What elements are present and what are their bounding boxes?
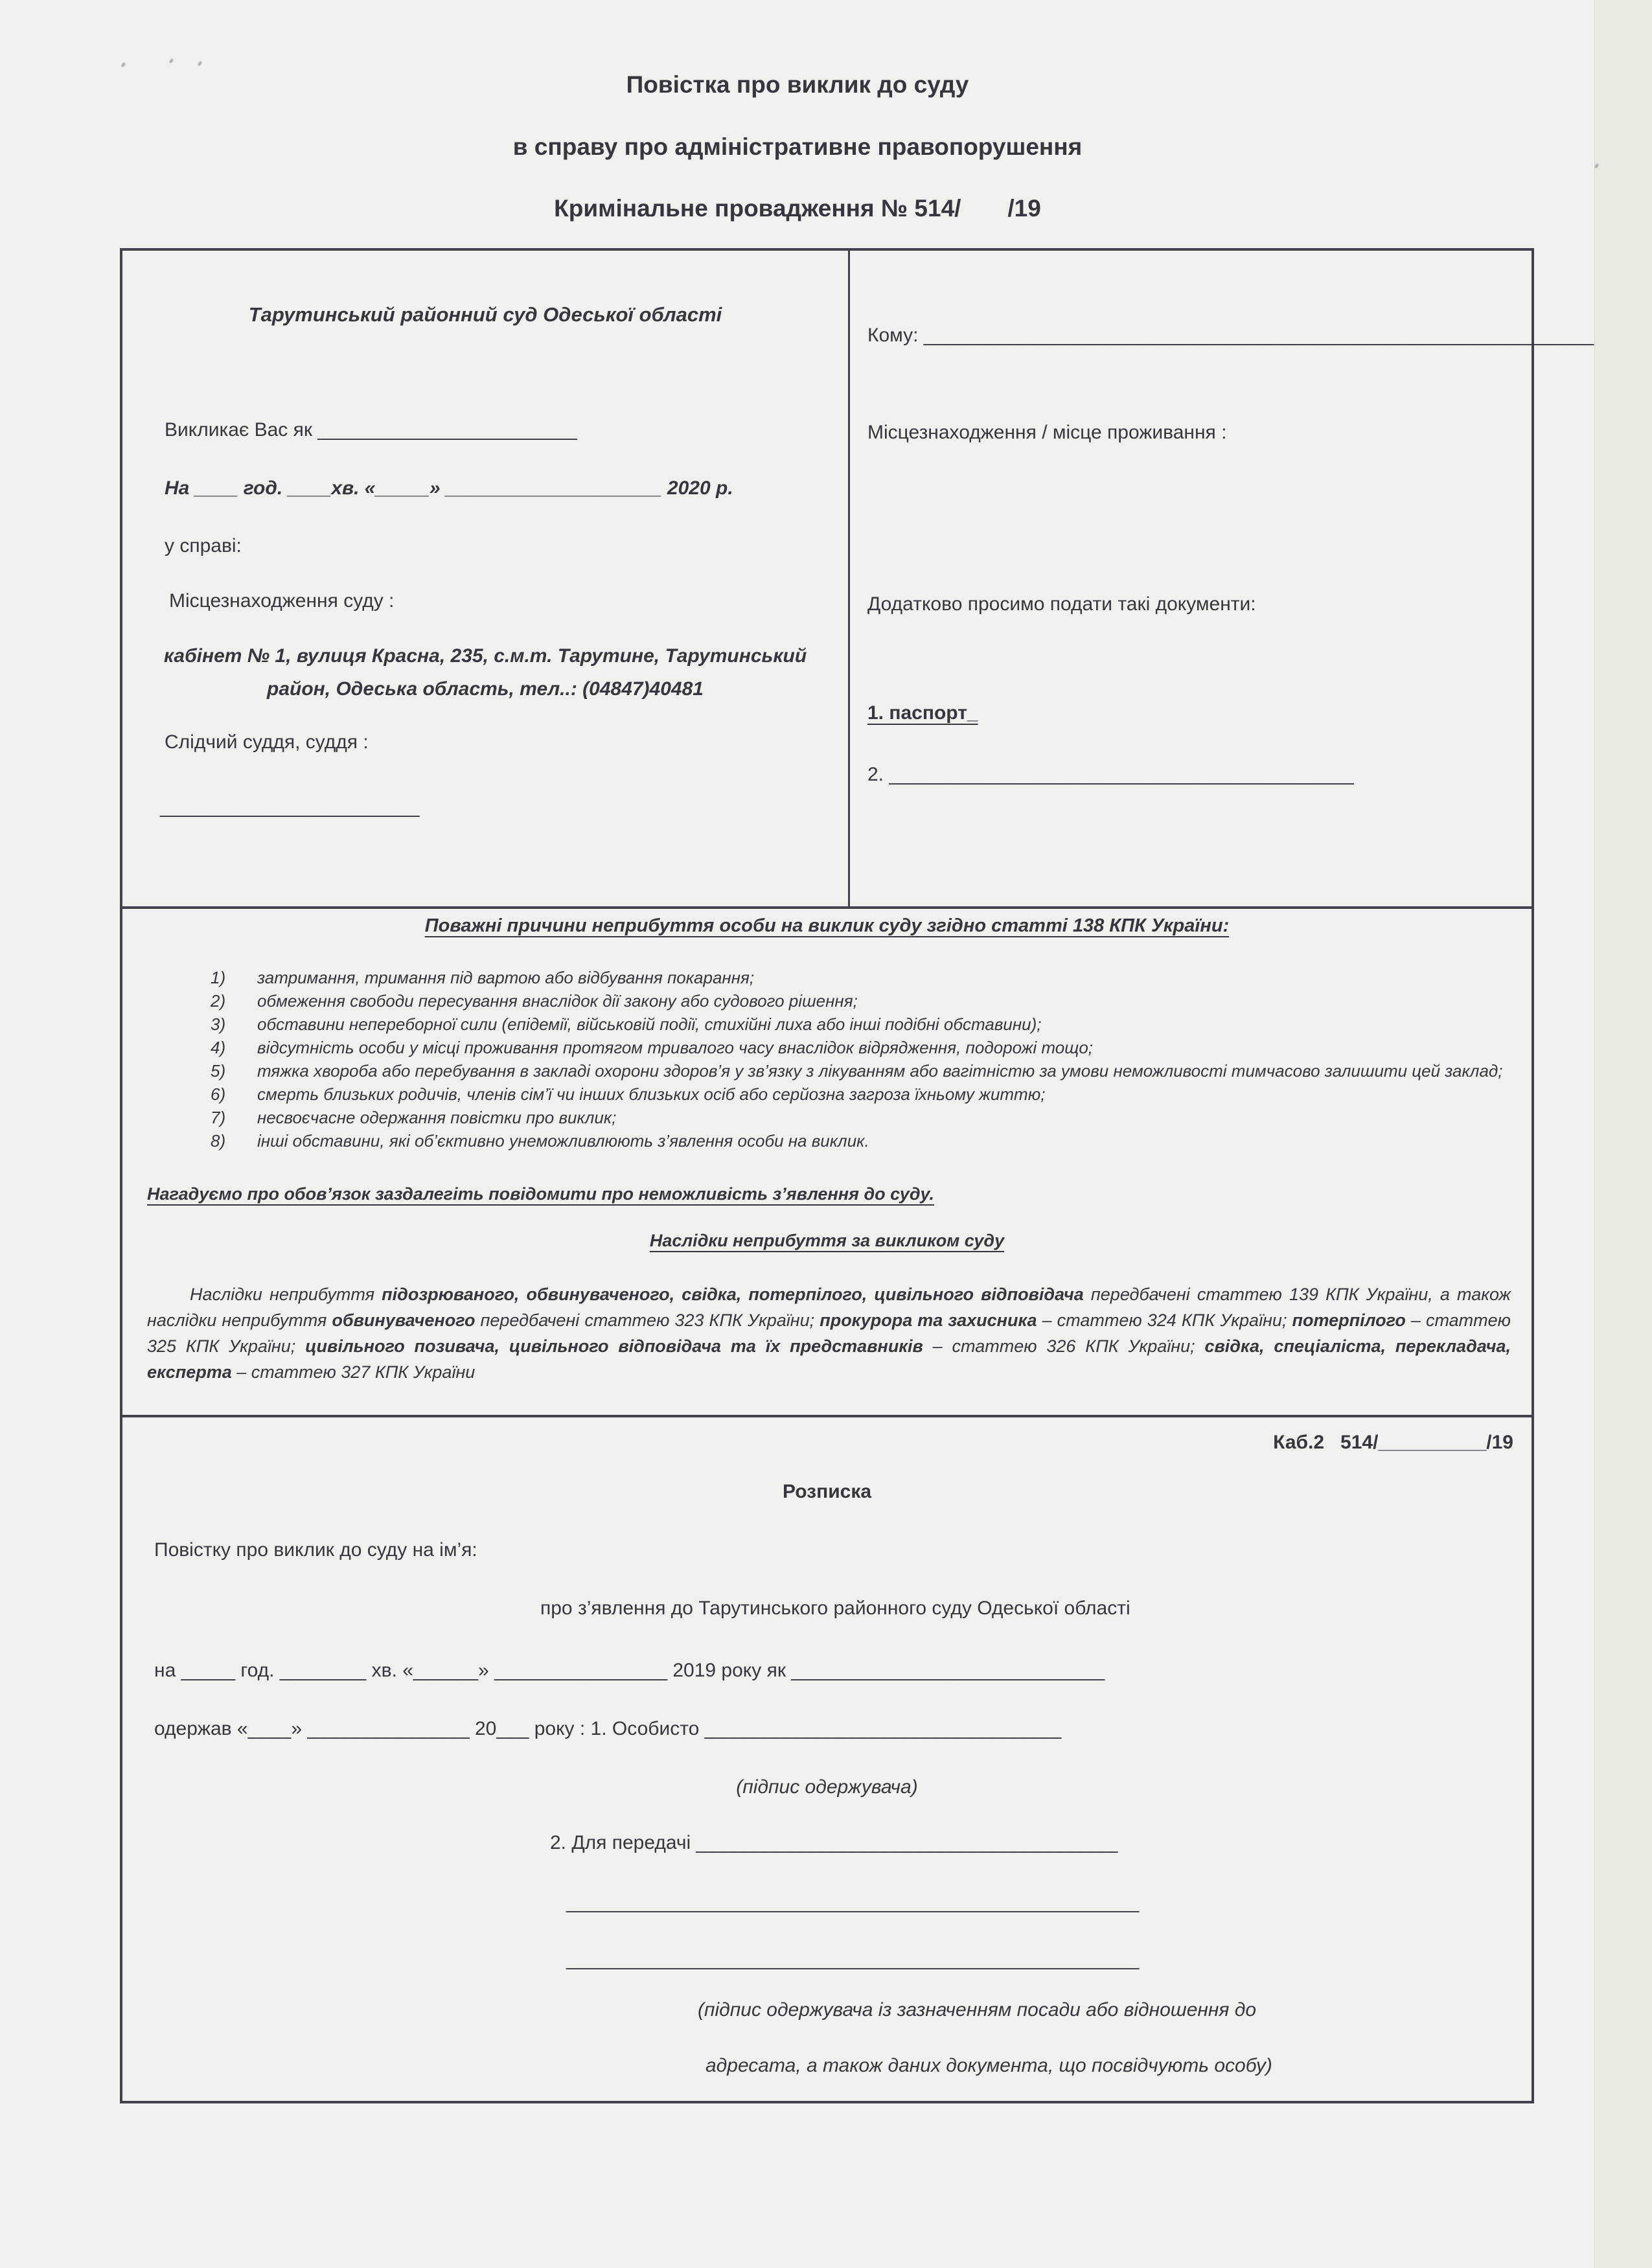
residence-label: Місцезнаходження / місце проживання : (867, 422, 1227, 443)
judge-label: Слідчий суддя, суддя : (165, 731, 369, 753)
case-label: у справі: (165, 535, 242, 556)
consequences-segment: – статтею 327 КПК України (231, 1362, 476, 1382)
documents-request-label: Додатково просимо подати такі документи: (867, 593, 1256, 615)
consequences-segment: підозрюваного, обвинуваченого, свідка, потерпілого, цивільного відповідача (382, 1285, 1084, 1304)
reason-number: 7) (211, 1108, 226, 1127)
case-number-line: Кримінальне провадження № 514/ /19 (554, 195, 1041, 222)
reason-number: 2) (211, 991, 226, 1011)
reason-text: затримання, тримання під вартою або відбування покарання; (257, 968, 755, 987)
reason-number: 6) (211, 1084, 226, 1104)
consequences-segment: Наслідки неприбуття (190, 1285, 382, 1304)
receipt-received-line: одержав «____» _______________ 20___ року : 1. Особисто _________________________________ (154, 1718, 1062, 1739)
receipt-date-line: на _____ год. ________ хв. «______» ________________ 2019 року як _____________________________ (154, 1660, 1105, 1681)
reason-item (211, 1059, 1514, 1082)
scan-speck (168, 58, 174, 63)
consequences-segment: свідка, спеціаліста, перекладача, експерта (147, 1336, 1511, 1382)
court-name: Тарутинський районний суд Одеської області (248, 303, 722, 326)
reason-text: тяжка хвороба або перебування в закладі охорони здоров’я у зв’язку з лікуванням або вагітністю за умови неможливості тимчасово залишити цей заклад; (257, 1061, 1503, 1081)
court-location-label: Місцезнаходження суду : (169, 590, 395, 612)
cabinet-case-number: Каб.2 514/__________/19 (1273, 1432, 1513, 1453)
blank-line-2: _____________________________________________________ (566, 1949, 1140, 1970)
consequences-heading: Наслідки неприбуття за викликом суду (649, 1231, 1005, 1250)
valid-reasons-heading: Поважні причини неприбуття особи на виклик суду згідно статті 138 КПК України: (424, 915, 1230, 936)
reason-item (211, 1082, 1514, 1106)
page-subtitle: в справу про адміністративне правопорушення (512, 133, 1083, 160)
reason-text: інші обставини, які об’єктивно унеможливлюють з’явлення особи на виклик. (257, 1131, 869, 1151)
reason-item (211, 1036, 1514, 1059)
hearing-date-line: На ____ год. ____хв. «_____» ____________________ 2020 р. (165, 477, 733, 499)
summoned-as-line: Викликає Вас як ________________________ (165, 419, 577, 441)
consequences-segment: – статтею 324 КПК України; (1037, 1311, 1292, 1330)
scanner-background (1594, 0, 1652, 2268)
document-item-blank: 2. ___________________________________________ (867, 764, 1354, 785)
reason-number: 8) (211, 1131, 226, 1151)
receipt-summons-name-line: Повістку про виклик до суду на ім’я: (154, 1539, 477, 1561)
consequences-segment: передбачені статтею 323 КПК України; (475, 1311, 820, 1330)
judge-blank-line: ________________________ (160, 796, 420, 818)
consequences-paragraph (147, 1281, 1511, 1385)
reminder-line: Нагадуємо про обов’язок заздалегіть повідомити про неможливість з’явлення до суду. (147, 1184, 934, 1204)
reason-item (211, 966, 1514, 989)
consequences-segment: – статтею 326 КПК України; (923, 1336, 1205, 1356)
document-item-passport: 1. паспорт_ (867, 702, 978, 724)
recipient-position-note-line-2: адресата, а також даних документа, що посвідчують особу) (706, 2055, 1272, 2076)
receipt-title: Розписка (782, 1481, 872, 1502)
summons-details-box (120, 248, 1594, 909)
recipient-position-note-line-1: (підпис одержувача із зазначенням посади або відношення до (698, 1999, 1257, 2021)
reason-number: 5) (211, 1061, 226, 1081)
reasons-list (211, 966, 1514, 1152)
page-title: Повістка про виклик до суду (626, 71, 969, 98)
receipt-box (120, 1417, 1534, 2103)
consequences-segment: – статтею 325 КПК України; (147, 1311, 1511, 1356)
reason-text: відсутність особи у місці проживання протягом тривалого часу внаслідок відрядження, подорожі тощо; (257, 1038, 1094, 1057)
reason-number: 4) (211, 1038, 226, 1057)
court-address-line-2: район, Одеська область, тел..: (04847)40481 (267, 678, 704, 700)
reason-item (211, 1013, 1514, 1036)
reason-item (211, 1106, 1514, 1129)
reason-item (211, 1129, 1514, 1152)
blank-line-1: _____________________________________________________ (566, 1892, 1140, 1913)
recipient-signature-note: (підпис одержувача) (736, 1776, 918, 1798)
reason-number: 3) (211, 1014, 226, 1034)
court-address-line-1: кабінет № 1, вулиця Красна, 235, с.м.т. Тарутине, Тарутинський (163, 645, 807, 667)
reason-text: несвоєчасне одержання повістки про виклик; (257, 1108, 617, 1127)
reason-text: обмеження свободи пересування внаслідок дії закону або судового рішення; (257, 991, 858, 1011)
column-divider (848, 251, 850, 906)
scan-speck (120, 62, 126, 67)
scan-speck (197, 60, 203, 66)
reason-number: 1) (211, 968, 226, 987)
transfer-line: 2. Для передачі _______________________________________ (550, 1832, 1118, 1853)
receipt-appearance-line: про з’явлення до Тарутинського районного суду Одеської області (540, 1598, 1130, 1619)
valid-reasons-box (120, 906, 1534, 1417)
consequences-segment: цивільного позивача, цивільного відповідача та їх представників (305, 1336, 923, 1356)
reason-item (211, 989, 1514, 1013)
reason-text: смерть близьких родичів, членів сім’ї чи інших близьких осіб або серйозна загроза їхньому життю; (257, 1084, 1046, 1104)
consequences-segment: передбачені статтею 139 КПК України, а також наслідки неприбуття (147, 1285, 1511, 1330)
reason-text: обставини непереборної сили (епідемії, військовій події, стихійні лиха або інші подібні обставини); (257, 1014, 1042, 1034)
consequences-segment: обвинуваченого (332, 1311, 476, 1330)
consequences-segment: прокурора та захисника (820, 1311, 1037, 1330)
consequences-segment: потерпілого (1292, 1311, 1406, 1330)
addressee-line: Кому: ______________________________________________________________ (867, 325, 1594, 346)
